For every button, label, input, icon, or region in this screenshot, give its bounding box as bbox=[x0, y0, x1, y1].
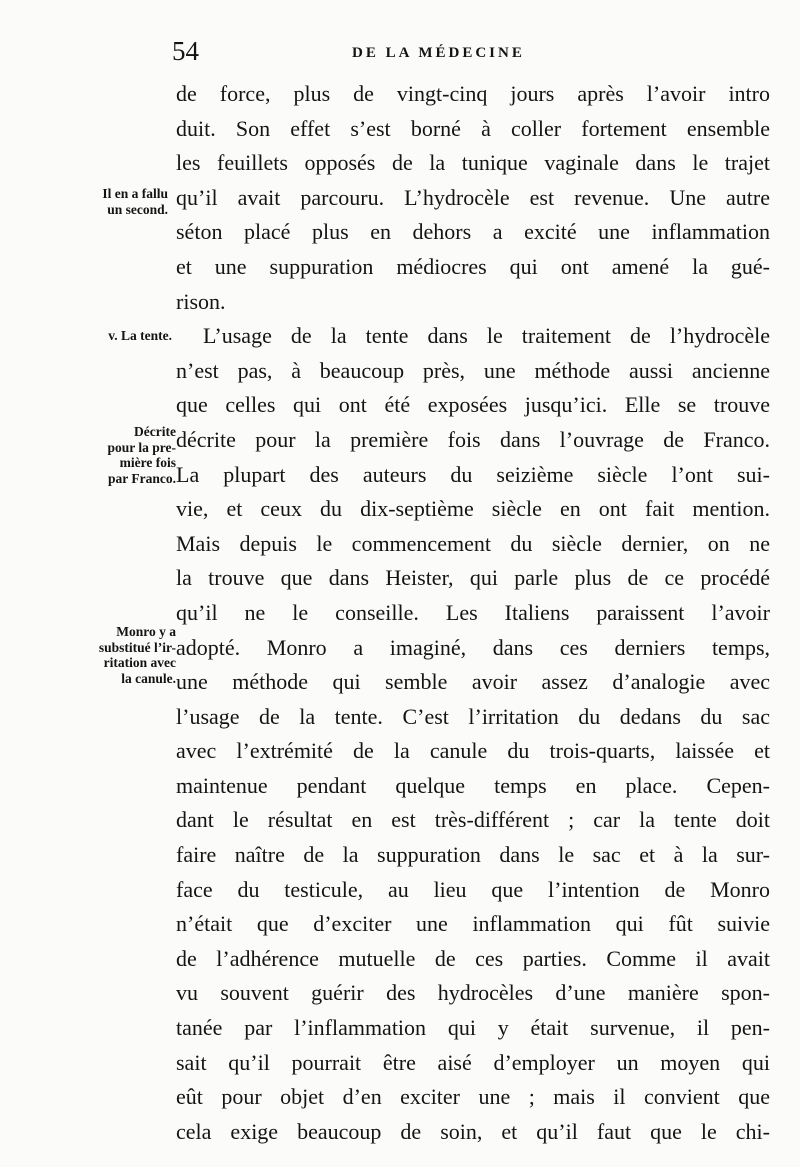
text-line: maintenue pendant quelque temps en place. Cepen- bbox=[176, 772, 770, 798]
margin-note-line: Il en a fallu bbox=[102, 186, 168, 201]
text-line: avec l’extrémité de la canule du trois-quarts, laissée et bbox=[176, 738, 770, 764]
margin-note-tente bbox=[60, 328, 172, 344]
margin-note-line: ritation avec bbox=[103, 655, 176, 670]
text-line: séton placé plus en dehors a excité une inflammation bbox=[176, 219, 770, 245]
text-line: sait qu’il pourrait être aisé d’employer un moyen qui bbox=[176, 1049, 770, 1075]
text-line: adopté. Monro a imaginé, dans ces derniers temps, bbox=[176, 634, 770, 660]
margin-note-monro bbox=[70, 624, 176, 686]
text-line: La plupart des auteurs du seizième siècle l’ont sui- bbox=[176, 461, 770, 487]
margin-note-franco bbox=[76, 424, 176, 486]
margin-note-line: mière fois bbox=[119, 455, 176, 470]
text-line: vie, et ceux du dix-septième siècle en ont fait mention. bbox=[176, 496, 770, 522]
text-line: rison. bbox=[176, 288, 226, 314]
text-line: dant le résultat en est très-différent ; car la tente doit bbox=[176, 807, 770, 833]
body-text bbox=[176, 77, 770, 1149]
page-header bbox=[170, 34, 770, 68]
text-line: Mais depuis le commencement du siècle dernier, on ne bbox=[176, 530, 770, 556]
margin-note-line: v. La tente. bbox=[108, 328, 172, 343]
text-line: cela exige beaucoup de soin, et qu’il faut que le chi- bbox=[176, 1118, 770, 1144]
margin-note-line: Monro y a bbox=[116, 624, 176, 639]
text-line: l’usage de la tente. C’est l’irritation du dedans du sac bbox=[176, 703, 770, 729]
text-line: faire naître de la suppuration dans le sac et à la sur- bbox=[176, 842, 770, 868]
text-line: tanée par l’inflammation qui y était survenue, il pen- bbox=[176, 1015, 770, 1041]
margin-note-line: la canule. bbox=[121, 670, 176, 686]
text-line: eût pour objet d’en exciter une ; mais il convient que bbox=[176, 1084, 770, 1110]
text-line: une méthode qui semble avoir assez d’analogie avec bbox=[176, 669, 770, 695]
margin-note-line: substitué l’ir- bbox=[98, 639, 176, 655]
text-line: de l’adhérence mutuelle de ces parties. Comme il avait bbox=[176, 945, 770, 971]
margin-note-line: par Franco. bbox=[108, 470, 176, 486]
text-line: qu’il ne le conseille. Les Italiens paraissent l’avoir bbox=[176, 599, 770, 625]
running-title: DE LA MÉDECINE bbox=[352, 45, 525, 61]
text-line: les feuillets opposés de la tunique vaginale dans le trajet bbox=[176, 150, 770, 176]
text-line: L’usage de la tente dans le traitement de l’hydrocèle bbox=[203, 323, 770, 349]
text-line: face du testicule, au lieu que l’intention de Monro bbox=[176, 876, 770, 902]
text-line: duit. Son effet s’est borné à coller fortement ensemble bbox=[176, 115, 770, 141]
margin-note-second-seton bbox=[76, 186, 168, 217]
text-line: n’est pas, à beaucoup près, une méthode aussi ancienne bbox=[176, 357, 770, 383]
text-line: vu souvent guérir des hydrocèles d’une manière spon- bbox=[176, 980, 770, 1006]
margin-note-line: pour la pre- bbox=[107, 439, 176, 455]
margin-note-line: Décrite bbox=[134, 424, 176, 439]
text-line: et une suppuration médiocres qui ont amené la gué- bbox=[176, 253, 770, 279]
text-line: la trouve que dans Heister, qui parle plus de ce procédé bbox=[176, 565, 770, 591]
page-number: 54 bbox=[172, 36, 199, 66]
text-line: décrite pour la première fois dans l’ouvrage de Franco. bbox=[176, 426, 770, 452]
text-line: n’était que d’exciter une inflammation qui fût suivie bbox=[176, 911, 770, 937]
text-line: que celles qui ont été exposées jusqu’ici. Elle se trouve bbox=[176, 392, 770, 418]
margin-note-line: un second. bbox=[107, 201, 168, 217]
text-line: de force, plus de vingt-cinq jours après l’avoir intro bbox=[176, 81, 770, 106]
text-line: qu’il avait parcouru. L’hydrocèle est revenue. Une autre bbox=[176, 184, 770, 210]
